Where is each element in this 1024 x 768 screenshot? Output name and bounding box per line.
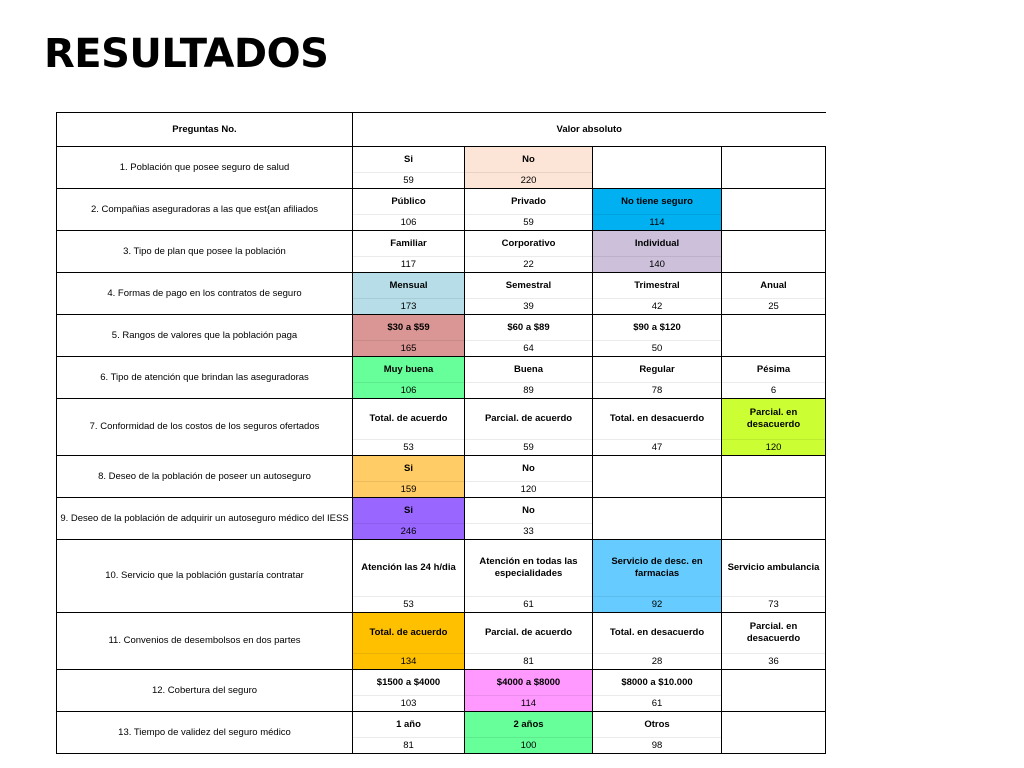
question-cell: 13. Tiempo de validez del seguro médico [57,712,353,754]
answer-value: 78 [651,384,663,396]
answer-value: 50 [651,342,663,354]
answer-cell [722,315,826,357]
answer-cell [465,189,593,231]
table-row [57,712,826,754]
answer-label: Parcial. en desacuerdo [722,614,825,654]
answer-value: 103 [400,697,417,709]
answer-cell [593,189,722,231]
answer-label: $60 a $89 [465,316,592,341]
answer-cell [722,399,826,456]
answer-value: 120 [520,483,537,495]
answer-cell [593,357,722,399]
answer-label: Privado [465,190,592,215]
answer-value: 120 [765,441,782,453]
answer-cell [593,456,722,498]
answer-cell [465,273,593,315]
answer-cell [465,712,593,754]
question-cell: 2. Compañias aseguradoras a las que est{an afiliados [57,189,353,231]
table-row [57,357,826,399]
answer-value: 89 [523,384,534,396]
answer-value: 59 [523,216,534,228]
answer-cell [593,231,722,273]
answer-cell [353,315,465,357]
answer-cell [593,399,722,456]
answer-label: $90 a $120 [593,316,721,341]
answer-value: 106 [400,384,417,396]
answer-value: 246 [400,525,417,537]
answer-value: 165 [400,342,417,354]
table-row [57,498,826,540]
answer-value: 6 [770,384,777,396]
question-cell: 3. Tipo de plan que posee la población [57,231,353,273]
answer-label: No [465,457,592,482]
question-cell: 6. Tipo de atención que brindan las aseguradoras [57,357,353,399]
answer-cell [593,670,722,712]
answer-label: Familiar [353,232,464,257]
answer-label: Si [353,148,464,173]
answer-label: Regular [593,358,721,383]
answer-value: 39 [523,300,534,312]
answer-cell [353,189,465,231]
answer-cell [465,456,593,498]
answer-label: Total. en desacuerdo [593,400,721,440]
answer-cell [465,231,593,273]
table-row [57,189,826,231]
answer-cell [593,712,722,754]
answer-cell [353,147,465,189]
answer-value: 100 [520,739,537,751]
answer-label: Atención en todas las especialidades [465,541,592,597]
answer-label: Servicio de desc. en farmacias [593,541,721,597]
question-cell: 9. Deseo de la población de adquirir un autoseguro médico del IESS [57,498,353,540]
answer-cell [353,670,465,712]
answer-cell [593,147,722,189]
answer-value: 53 [403,441,414,453]
answer-cell [353,231,465,273]
answer-value: 61 [523,598,534,610]
question-cell: 8. Deseo de la población de poseer un autoseguro [57,456,353,498]
answer-value: 61 [651,697,663,709]
answer-value: 73 [768,598,779,610]
answer-cell [353,456,465,498]
answer-label: Si [353,499,464,524]
table-row [57,273,826,315]
answer-cell [353,540,465,613]
answer-value: 114 [649,216,665,228]
answer-value: 140 [649,258,665,270]
answer-label: Pésima [722,358,825,383]
answer-value: 25 [768,300,779,312]
answer-label: 1 año [353,713,464,738]
answer-cell [593,273,722,315]
answer-value: 220 [520,174,537,186]
answer-label: Si [353,457,464,482]
answer-cell [465,399,593,456]
answer-cell [722,498,826,540]
answer-label: Parcial. de acuerdo [465,614,592,654]
table-row [57,231,826,273]
answer-value: 81 [403,739,414,751]
answer-label: Individual [593,232,721,257]
answer-cell [722,670,826,712]
header-values: Valor absoluto [353,113,826,147]
answer-value: 117 [400,258,417,270]
answer-value: 81 [523,655,534,667]
answer-cell [465,670,593,712]
answer-label: Buena [465,358,592,383]
answer-cell [722,712,826,754]
answer-value: 36 [768,655,779,667]
answer-cell [353,357,465,399]
header-question: Preguntas No. [57,113,353,147]
answer-cell [593,613,722,670]
answer-value: 28 [651,655,663,667]
answer-label: No [465,148,592,173]
answer-value: 22 [523,258,534,270]
answer-cell [722,540,826,613]
answer-cell [465,540,593,613]
answer-cell [353,613,465,670]
answer-label: $8000 a $10.000 [593,671,721,696]
answer-cell [353,399,465,456]
table-row [57,670,826,712]
question-cell: 5. Rangos de valores que la población paga [57,315,353,357]
answer-label: Total. de acuerdo [353,614,464,654]
answer-label: Muy buena [353,358,464,383]
answer-value: 33 [523,525,534,537]
question-cell: 10. Servicio que la población gustaría contratar [57,540,353,613]
answer-cell [465,315,593,357]
answer-cell [722,231,826,273]
table-row [57,456,826,498]
answer-label: Trimestral [593,274,721,299]
answer-value: 59 [403,174,414,186]
answer-value: 173 [400,300,417,312]
answer-cell [593,498,722,540]
answer-label: No [465,499,592,524]
answer-cell [465,613,593,670]
question-cell: 11. Convenios de desembolsos en dos partes [57,613,353,670]
table-row [57,613,826,670]
answer-value: 64 [523,342,534,354]
answer-cell [593,540,722,613]
answer-cell [465,357,593,399]
answer-cell [722,613,826,670]
answer-label: 2 años [465,713,592,738]
answer-value: 106 [400,216,417,228]
answer-cell [593,315,722,357]
answer-label: Mensual [353,274,464,299]
answer-cell [722,189,826,231]
question-cell: 7. Conformidad de los costos de los seguros ofertados [57,399,353,456]
answer-cell [353,712,465,754]
answer-cell [353,273,465,315]
answer-cell [722,357,826,399]
results-table [56,112,826,754]
answer-label: Otros [593,713,721,738]
answer-value: 59 [523,441,534,453]
answer-label: Total. de acuerdo [353,400,464,440]
answer-cell [722,273,826,315]
answer-cell [465,498,593,540]
header-row [57,113,826,147]
answer-label: Anual [722,274,825,299]
answer-label: Parcial. de acuerdo [465,400,592,440]
table-row [57,540,826,613]
answer-value: 42 [651,300,663,312]
answer-cell [722,147,826,189]
answer-value: 53 [403,598,414,610]
question-cell: 1. Población que posee seguro de salud [57,147,353,189]
answer-cell [353,498,465,540]
answer-label: No tiene seguro [593,190,721,215]
answer-label: $4000 a $8000 [465,671,592,696]
answer-label: Servicio ambulancia [722,541,825,597]
answer-value: 47 [651,441,663,453]
answer-value: 98 [651,739,663,751]
answer-label: Corporativo [465,232,592,257]
answer-label: Semestral [465,274,592,299]
answer-label: $30 a $59 [353,316,464,341]
answer-label: Público [353,190,464,215]
table-row [57,399,826,456]
answer-label: Total. en desacuerdo [593,614,721,654]
table-row [57,147,826,189]
answer-label: $1500 a $4000 [353,671,464,696]
answer-value: 114 [520,697,537,709]
table-row [57,315,826,357]
answer-value: 134 [400,655,417,667]
answer-cell [465,147,593,189]
answer-value: 92 [651,598,663,610]
answer-label: Parcial. en desacuerdo [722,400,825,440]
question-cell: 4. Formas de pago en los contratos de seguro [57,273,353,315]
page-title: RESULTADOS [44,31,329,77]
answer-value: 159 [400,483,417,495]
answer-label: Atención las 24 h/dia [353,541,464,597]
answer-cell [722,456,826,498]
question-cell: 12. Cobertura del seguro [57,670,353,712]
